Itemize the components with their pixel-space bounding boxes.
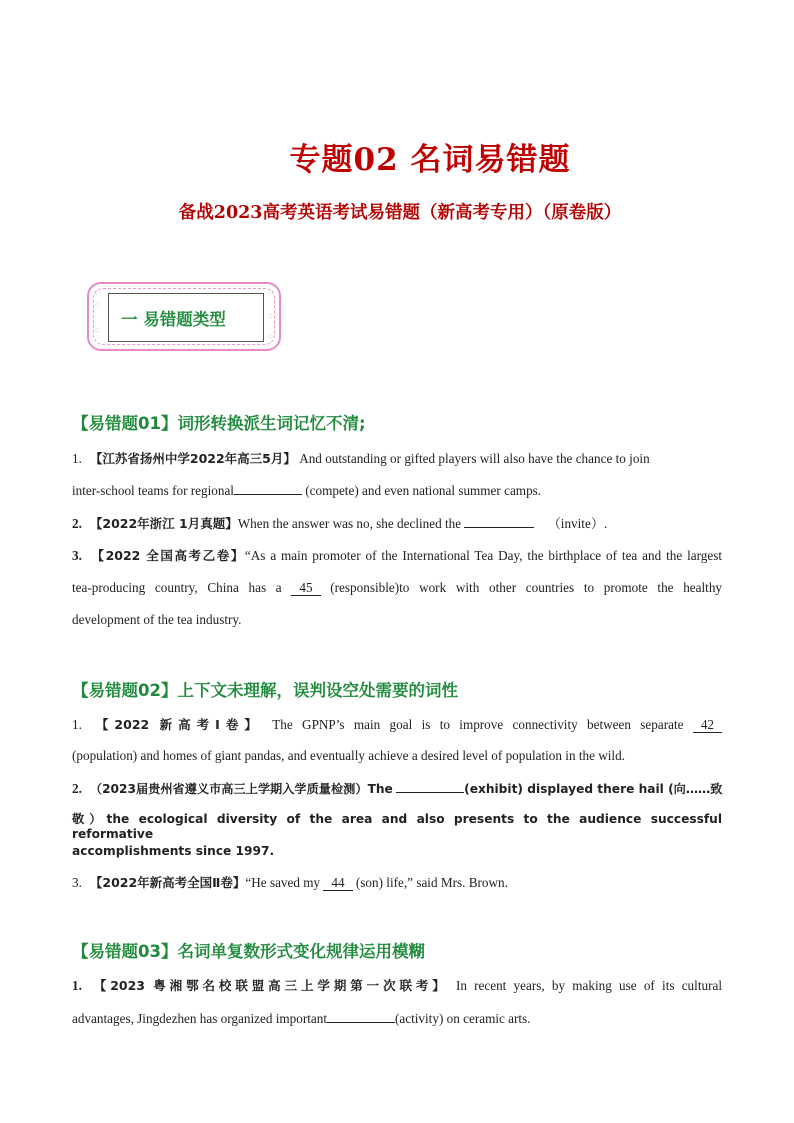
type-box-inner bbox=[108, 293, 264, 342]
question-source: 【2022 全国高考乙卷】 bbox=[89, 548, 245, 563]
question-text: (compete) and even national summer camps. bbox=[305, 483, 542, 498]
heart-icon: ♡ bbox=[267, 313, 274, 321]
question-number: 2. bbox=[72, 781, 82, 796]
question-text: advantages, Jingdezhen has organized important bbox=[72, 1011, 327, 1026]
question-text: And outstanding or gifted players will also have the chance to join bbox=[299, 451, 650, 466]
question-text: （invite）. bbox=[547, 516, 608, 531]
question-number: 1. bbox=[72, 451, 82, 466]
answer-blank[interactable]: 42 bbox=[693, 717, 722, 733]
question-number: 3. bbox=[72, 548, 82, 563]
question-5-line-3: accomplishments since 1997. bbox=[72, 844, 275, 858]
question-4-line-1 bbox=[72, 717, 722, 733]
question-3-line-2 bbox=[72, 580, 722, 596]
answer-blank[interactable]: 45 bbox=[291, 580, 320, 596]
question-text: (responsible)to work with other countries to promote the healthy bbox=[330, 580, 723, 595]
question-1-line-2 bbox=[72, 482, 722, 499]
question-text: (activity) on ceramic arts. bbox=[395, 1011, 531, 1026]
question-text: (son) life,” said Mrs. Brown. bbox=[355, 875, 508, 890]
question-text: “As a main promoter of the International Tea Day, the birthplace of tea and the largest bbox=[244, 548, 722, 563]
question-6-line-1 bbox=[72, 875, 722, 891]
answer-blank[interactable] bbox=[234, 482, 302, 495]
question-source: 【2023 粤湘鄂名校联盟高三上学期第一次联考】 bbox=[89, 978, 449, 993]
answer-blank[interactable] bbox=[327, 1010, 395, 1023]
heart-icon: ♡ bbox=[94, 327, 101, 335]
question-text: (exhibit) displayed there hail (向……致 bbox=[464, 782, 723, 796]
question-3-line-1 bbox=[72, 548, 722, 564]
answer-blank[interactable] bbox=[396, 780, 464, 793]
heart-icon: ♡ bbox=[267, 333, 274, 341]
question-2-line-1 bbox=[72, 515, 722, 532]
page-subtitle: 备战2023高考英语考试易错题（新高考专用）（原卷版） bbox=[178, 203, 622, 223]
question-text: When the answer was no, she declined the bbox=[237, 516, 462, 531]
question-7-line-1 bbox=[72, 978, 722, 994]
question-source: 【2022年新高考全国Ⅱ卷】 bbox=[89, 875, 246, 890]
question-number: 1. bbox=[72, 978, 82, 993]
question-5-line-1 bbox=[72, 780, 722, 797]
question-1-line-1 bbox=[72, 451, 722, 467]
answer-blank[interactable] bbox=[464, 515, 534, 528]
question-5-line-2: 敬）the ecological diversity of the area and also presents to the audience successful reformative bbox=[72, 812, 722, 841]
question-number: 3. bbox=[72, 875, 82, 890]
heart-icon: ♡ bbox=[267, 289, 274, 297]
question-source: （2023届贵州省遵义市高三上学期入学质量检测） bbox=[89, 782, 368, 796]
question-3-line-3: development of the tea industry. bbox=[72, 612, 242, 627]
question-number: 1. bbox=[72, 717, 82, 732]
question-source: 【2022 新高考Ⅰ卷】 bbox=[89, 717, 263, 732]
question-text: tea-producing country, China has a bbox=[72, 580, 282, 595]
question-text: The GPNP’s main goal is to improve connectivity between separate bbox=[272, 717, 684, 732]
question-4-line-2: (population) and homes of giant pandas, and eventually achieve a desired level of population in the wild. bbox=[72, 748, 625, 763]
type-box-label: 一 易错题类型 bbox=[121, 310, 226, 329]
question-text: inter-school teams for regional bbox=[72, 483, 234, 498]
section-heading-01: 【易错题01】词形转换派生词记忆不清; bbox=[72, 414, 366, 433]
question-number: 2. bbox=[72, 516, 82, 531]
question-text: In recent years, by making use of its cultural bbox=[455, 978, 722, 993]
section-heading-02: 【易错题02】上下文未理解，误判设空处需要的词性 bbox=[72, 681, 458, 700]
page-title: 专题02 名词易错题 bbox=[289, 142, 571, 178]
heart-icon: ♡ bbox=[94, 301, 101, 309]
question-source: 【江苏省扬州中学2022年高三5月】 bbox=[89, 451, 296, 466]
question-7-line-2 bbox=[72, 1010, 722, 1027]
question-text: “He saved my bbox=[245, 875, 321, 890]
section-heading-03: 【易错题03】名词单复数形式变化规律运用模糊 bbox=[72, 942, 425, 961]
question-text: The bbox=[367, 782, 393, 796]
answer-blank[interactable]: 44 bbox=[323, 875, 352, 891]
type-box bbox=[87, 282, 281, 351]
heart-icon: ♡ bbox=[94, 289, 101, 297]
question-source: 【2022年浙江 1月真题】 bbox=[89, 516, 238, 531]
